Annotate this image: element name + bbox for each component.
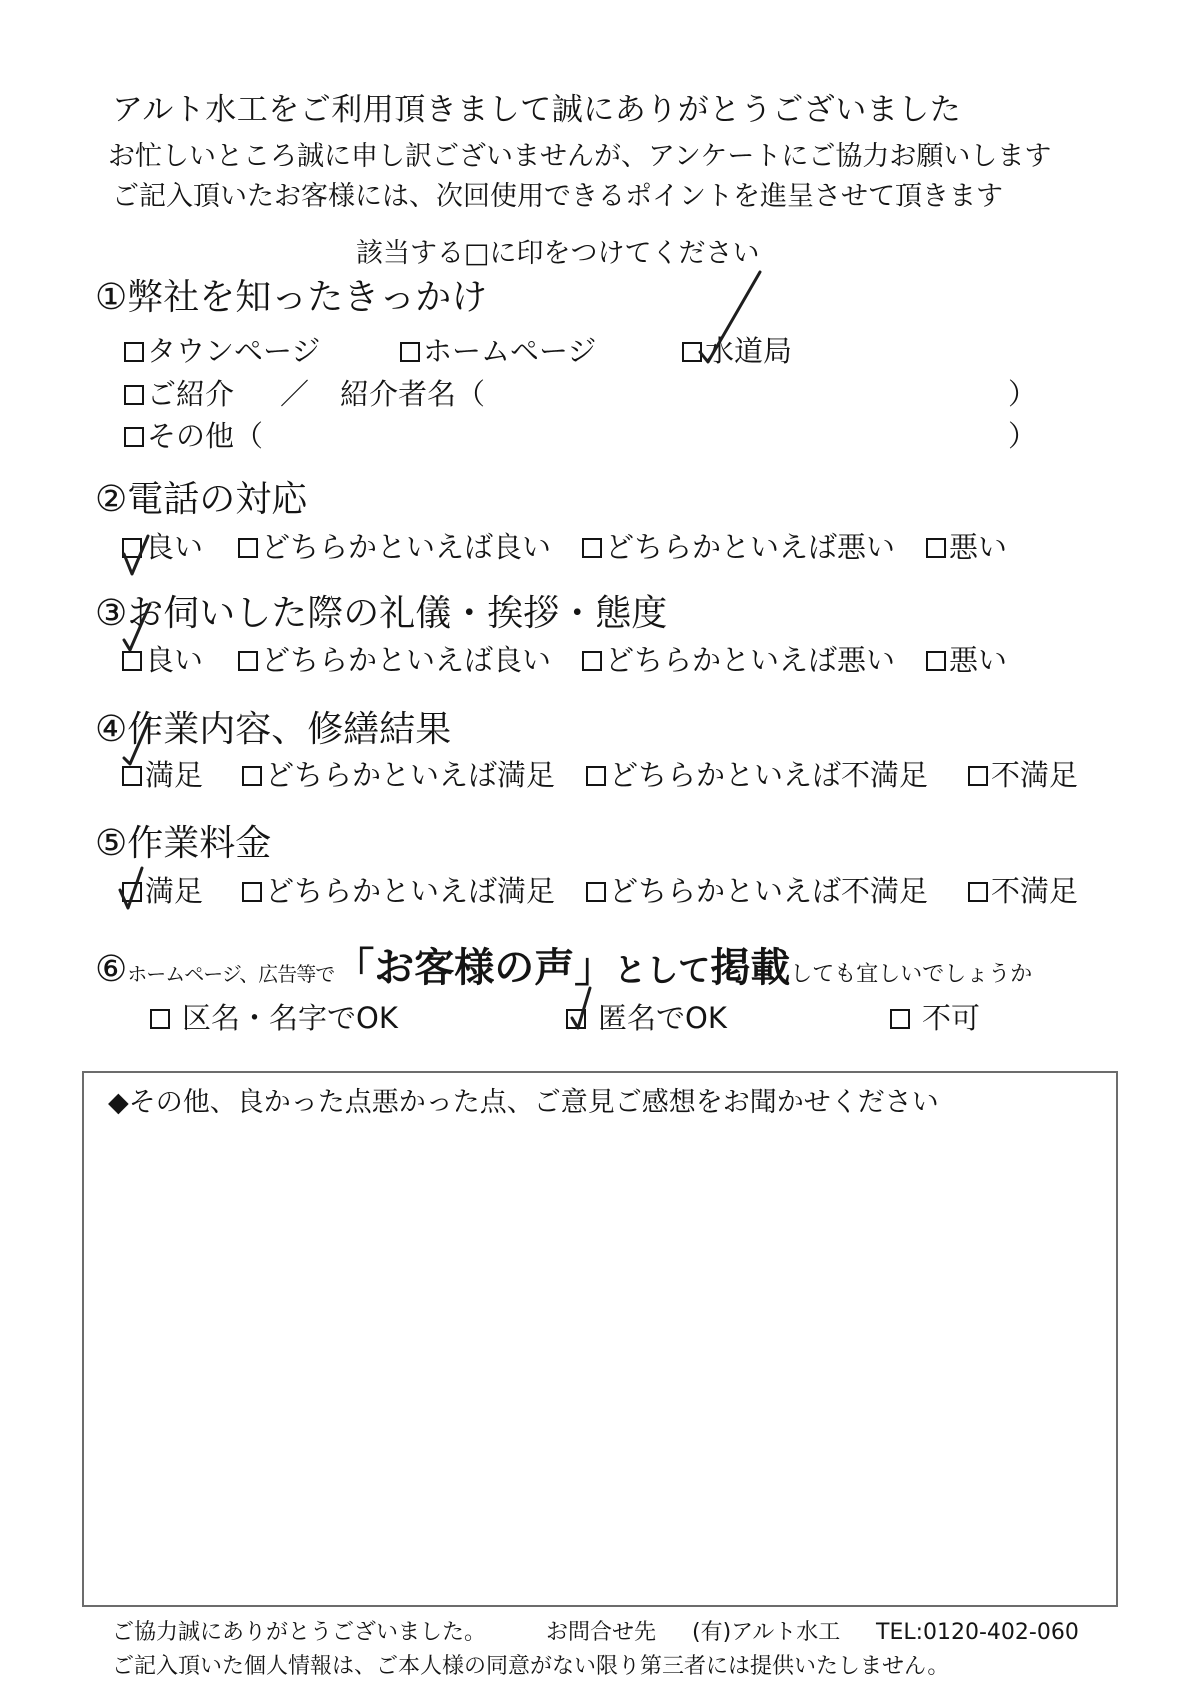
q1-option-other[interactable]: その他（ [124,422,263,451]
q2-title: ②電話の対応 [95,479,308,520]
footer-thanks: ご協力誠にありがとうございました。 [112,1620,487,1645]
comments-prompt: ◆その他、良かった点悪かった点、ご意見ご感想をお聞かせください [108,1087,939,1118]
q2-option-3[interactable]: どちらかといえば悪い [582,533,895,562]
footer-privacy: ご記入頂いた個人情報は、ご本人様の同意がない限り第三者には提供いたしません。 [112,1654,950,1679]
instruction: 該当する□に印をつけてください [356,238,760,269]
q4-title: ④作業内容、修繕結果 [95,709,452,750]
q4-option-3[interactable]: どちらかといえば不満足 [586,761,928,790]
q1-referrer-label: 紹介者名（ [340,377,486,411]
checkbox[interactable] [122,766,142,786]
q5-option-4[interactable]: 不満足 [968,877,1078,906]
checkbox[interactable] [890,1009,910,1029]
q6-option-2[interactable]: 匿名でOK [566,1004,727,1033]
footer-tel: TEL:0120-402-060 [876,1620,1079,1645]
footer-company: (有)アルト水工 [692,1620,841,1645]
q3-option-4[interactable]: 悪い [926,646,1007,675]
q1-option-homepage[interactable]: ホームページ [400,337,596,366]
q6-suffix: しても宜しいでしょうか [790,962,1033,987]
checkbox[interactable] [238,538,258,558]
q2-option-1[interactable]: 良い [122,533,203,562]
q1-referrer-close: ） [1008,377,1038,411]
q4-option-4[interactable]: 不満足 [968,761,1078,790]
q1-title: ①弊社を知ったきっかけ [95,277,488,318]
q3-title: ③お伺いした際の礼儀・挨拶・態度 [95,593,668,634]
checkbox[interactable] [124,385,144,405]
q2-option-2[interactable]: どちらかといえば良い [238,533,551,562]
q1-option-townpage[interactable]: タウンページ [124,337,320,366]
checkbox[interactable] [122,882,142,902]
q5-title: ⑤作業料金 [95,823,272,864]
q6-prefix: ホームページ、広告等で [127,962,335,986]
q1-slash: ／ [280,377,310,411]
checkbox[interactable] [242,766,262,786]
checkbox[interactable] [122,538,142,558]
q6-option-1[interactable]: 区名・名字でOK [150,1004,398,1033]
checkbox[interactable] [124,427,144,447]
checkbox[interactable] [682,342,702,362]
q3-option-2[interactable]: どちらかといえば良い [238,646,551,675]
checkbox[interactable] [122,651,142,671]
q4-option-1[interactable]: 満足 [122,761,203,790]
checkbox[interactable] [926,651,946,671]
checkbox[interactable] [566,1009,586,1029]
header-thanks: アルト水工をご利用頂きまして誠にありがとうございました [112,92,962,128]
q1-other-close: ） [1008,419,1038,453]
checkbox[interactable] [968,882,988,902]
header-request: お忙しいところ誠に申し訳ございませんが、アンケートにご協力お願いします [108,141,1052,172]
checkbox[interactable] [150,1009,170,1029]
q1-option-suidokyoku[interactable]: 水道局 [682,337,792,366]
q5-option-1[interactable]: 満足 [122,877,203,906]
q3-option-3[interactable]: どちらかといえば悪い [582,646,895,675]
q6-title [95,945,1033,991]
q6-keisai: 掲載 [710,945,791,991]
checkbox[interactable] [968,766,988,786]
q3-option-1[interactable]: 良い [122,646,203,675]
q2-option-4[interactable]: 悪い [926,533,1007,562]
q6-mid: として [614,951,711,989]
checkbox[interactable] [242,882,262,902]
header-points: ご記入頂いたお客様には、次回使用できるポイントを進呈させて頂きます [112,181,1003,212]
q6-number: ⑥ [95,949,128,990]
q6-quote: 「お客様の声」 [334,945,615,991]
checkbox[interactable] [582,651,602,671]
q4-option-2[interactable]: どちらかといえば満足 [242,761,555,790]
checkbox[interactable] [586,882,606,902]
checkbox[interactable] [400,342,420,362]
checkbox[interactable] [582,538,602,558]
checkbox[interactable] [926,538,946,558]
checkbox[interactable] [238,651,258,671]
checkbox[interactable] [124,342,144,362]
q6-option-3[interactable]: 不可 [890,1004,980,1033]
checkbox[interactable] [586,766,606,786]
footer-contact-label: お問合せ先 [546,1620,657,1645]
q1-option-shokai[interactable]: ご紹介 [124,380,234,409]
comments-box[interactable] [82,1071,1118,1607]
q5-option-2[interactable]: どちらかといえば満足 [242,877,555,906]
q5-option-3[interactable]: どちらかといえば不満足 [586,877,928,906]
